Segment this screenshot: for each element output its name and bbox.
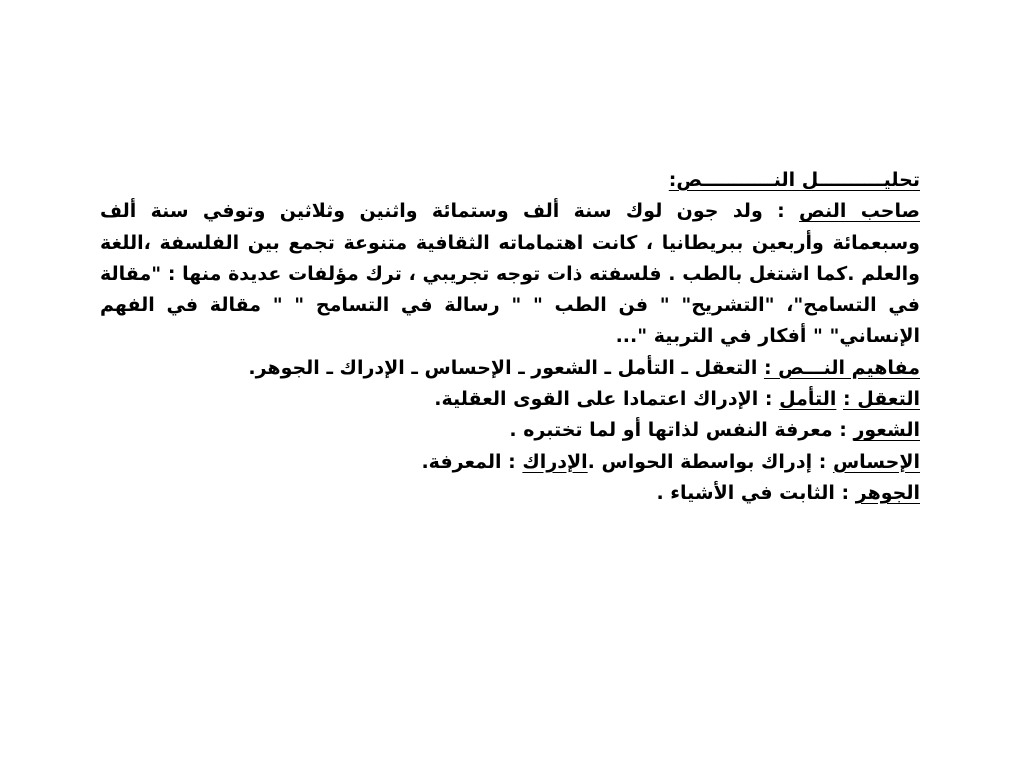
concepts-line (100, 353, 920, 384)
author-line-4 (100, 290, 920, 321)
definition-shuour-text: : معرفة النفس لذاتها أو لما تختبره . (509, 419, 854, 442)
definition-taaqqul (100, 384, 920, 415)
term-idrak: الإدراك (522, 450, 588, 473)
author-separator: : (762, 200, 800, 223)
concepts-label: مفاهيم النـــص : (763, 356, 920, 379)
definition-jawhar (100, 478, 920, 509)
author-line-2 (100, 228, 920, 259)
definition-shuour (100, 415, 920, 446)
author-line-3 (100, 259, 920, 290)
author-label: صاحب النص (799, 200, 920, 223)
author-line-5-text: الإنساني" " أفكار في التربية "... (615, 325, 920, 348)
definition-ihsas-text: : إدراك بواسطة الحواس . (587, 450, 833, 473)
author-line-2-text: وسبعمائة وأربعين ببريطانيا ، كانت اهتماماته الثقافية متنوعة تجمع بين الفلسفة ،اللغة (100, 231, 920, 254)
term-jawhar: الجوهر (855, 481, 920, 504)
term-taaqqul: التعقل : (843, 388, 920, 411)
definition-ihsas (100, 447, 920, 478)
term-taammul: التأمل (779, 388, 837, 411)
definition-idrak-text: : المعرفة. (421, 450, 523, 473)
author-line-1-text: ولد جون لوك سنة ألف وستمائة واثنين وثلاثين وتوفي سنة ألف (100, 200, 763, 223)
title-heading: تحليــــــــــل النـــــــــــص: (668, 169, 920, 191)
author-line-3-text: والعلم .كما اشتغل بالطب . فلسفته ذات توجه تجريبي ، ترك مؤلفات عديدة منها : "مقالة (100, 262, 920, 285)
definition-taaqqul-text: : الإدراك اعتمادا على القوى العقلية. (434, 388, 780, 411)
author-line-1 (100, 196, 920, 227)
text-slide (100, 165, 920, 509)
author-line-4-text: في التسامح"، "التشريح" " فن الطب " " رسالة في التسامح " " مقالة في الفهم (100, 294, 920, 317)
title-line (100, 165, 920, 196)
concepts-list: التعقل ـ التأمل ـ الشعور ـ الإحساس ـ الإدراك ـ الجوهر. (248, 356, 764, 379)
definition-jawhar-text: : الثابت في الأشياء . (656, 481, 856, 504)
term-shuour: الشعور (853, 419, 920, 442)
author-line-5 (100, 321, 920, 352)
term-ihsas: الإحساس (832, 450, 920, 473)
